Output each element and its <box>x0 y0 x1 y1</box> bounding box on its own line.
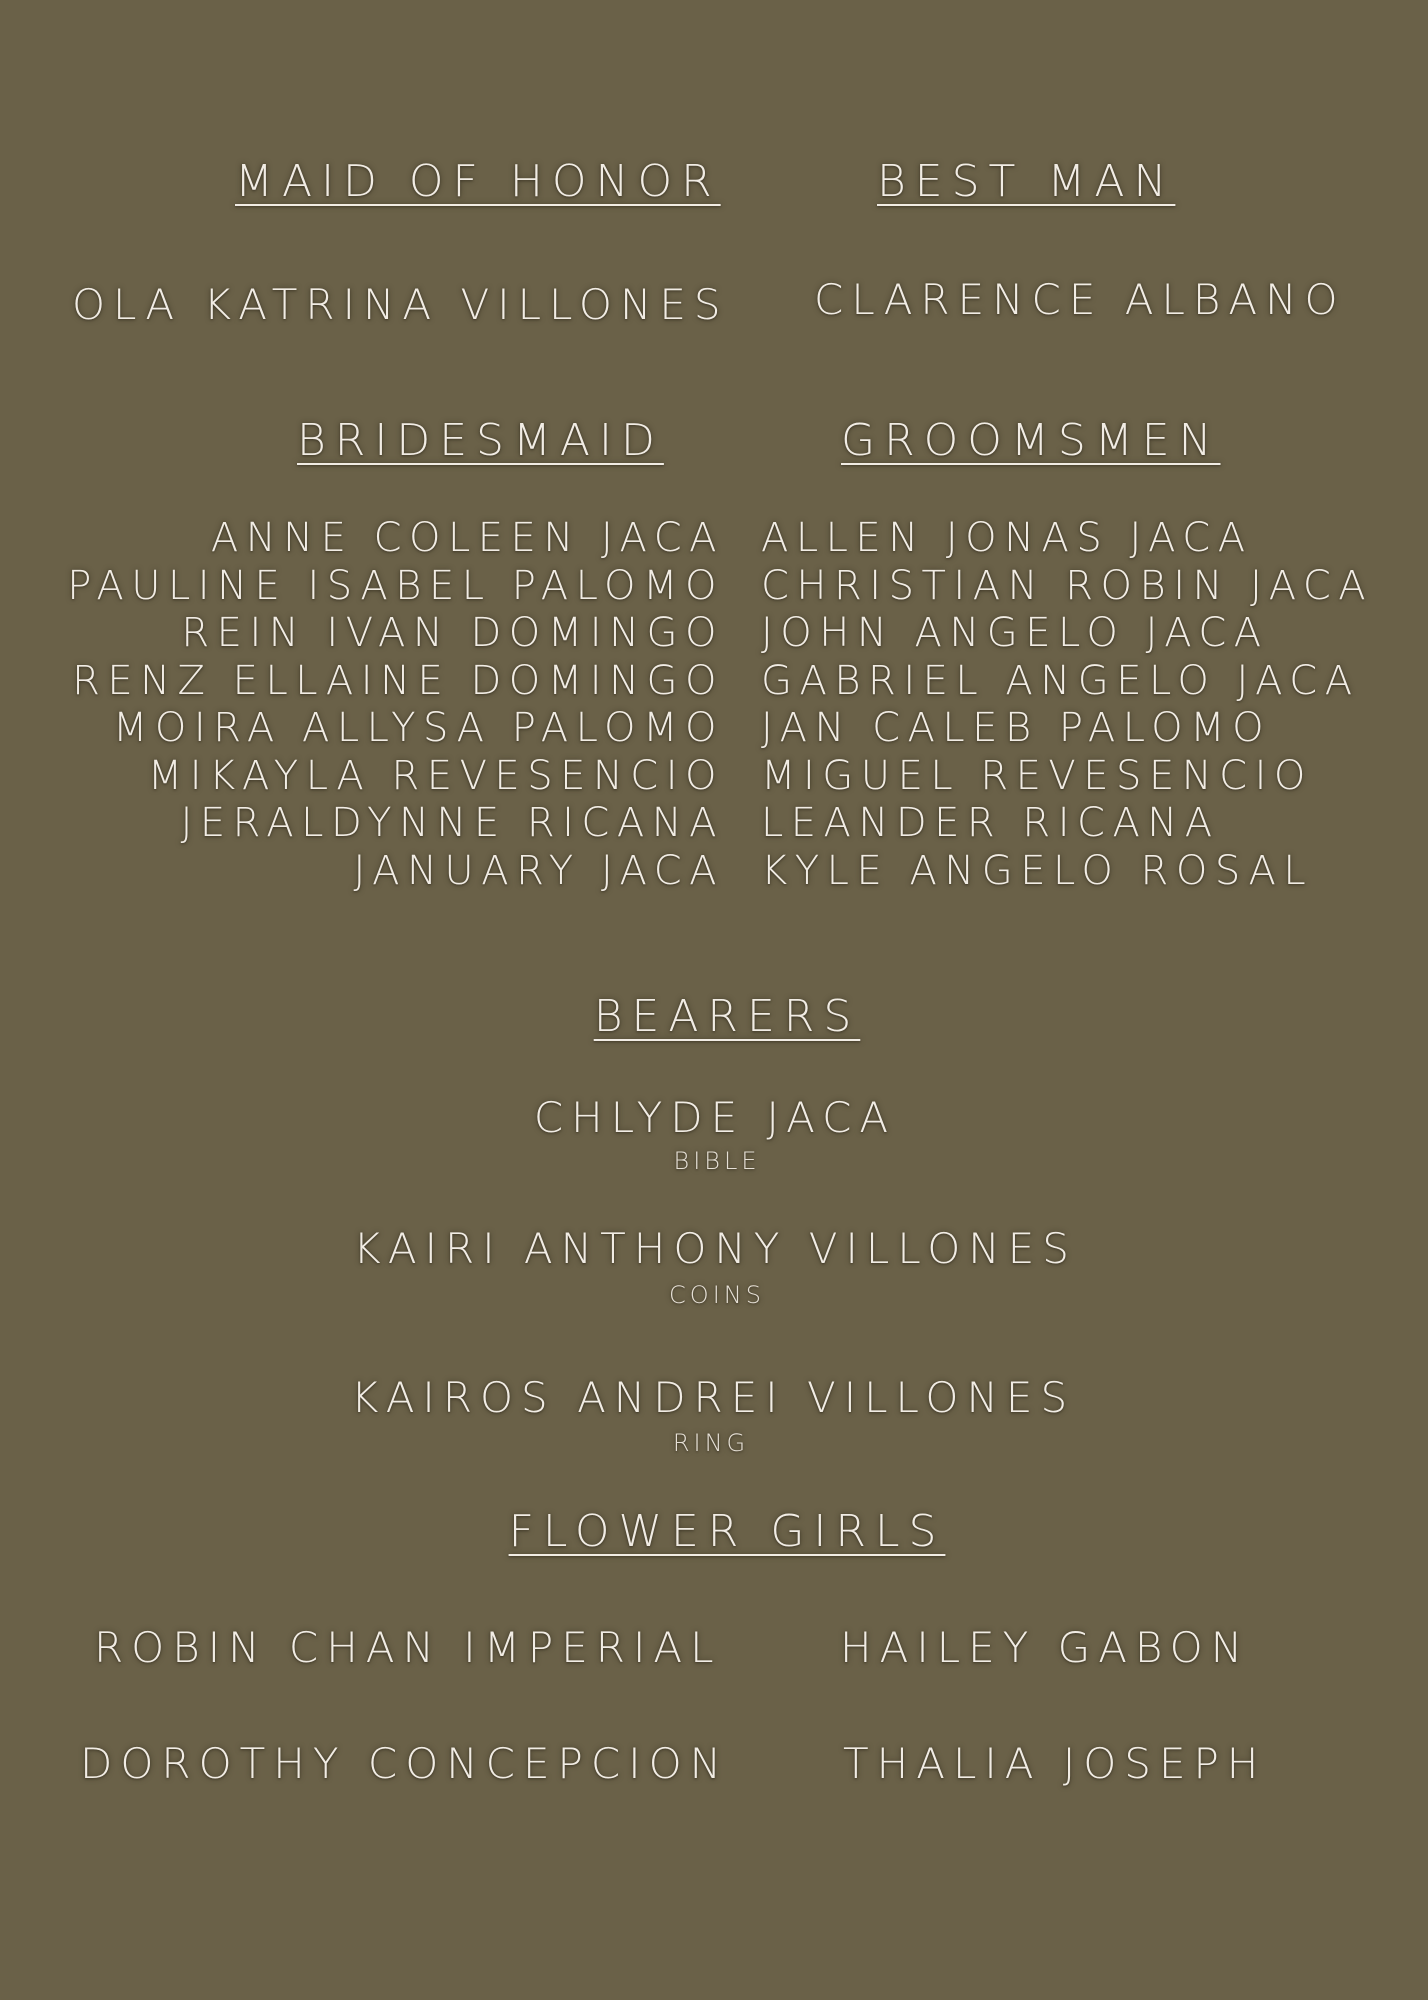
bridesmaid-name: PAULINE ISABEL PALOMO <box>67 562 724 609</box>
groomsman-name: JOHN ANGELO JACA <box>761 610 1269 656</box>
bridesmaid-name: JERALDYNNE RICANA <box>180 800 724 846</box>
groomsman-name: GABRIEL ANGELO JACA <box>761 657 1360 704</box>
bearer-role: BIBLE <box>673 1147 761 1175</box>
bridesmaid-name: MIKAYLA REVESENCIO <box>147 752 724 799</box>
groomsman-name: MIGUEL REVESENCIO <box>761 752 1313 799</box>
best-man-name: CLARENCE ALBANO <box>814 275 1346 324</box>
bridesmaid-name: MOIRA ALLYSA PALOMO <box>112 705 724 751</box>
bridesmaid-name: REIN IVAN DOMINGO <box>181 610 724 656</box>
bearer-name: KAIROS ANDREI VILLONES <box>350 1373 1076 1422</box>
bridesmaid-name: RENZ ELLAINE DOMINGO <box>72 657 724 704</box>
groomsmen-list <box>761 515 1373 895</box>
groomsman-name: JAN CALEB PALOMO <box>761 705 1272 751</box>
bearer-role: RING <box>672 1429 750 1457</box>
bearer-name: CHLYDE JACA <box>533 1093 897 1142</box>
best-man-heading: BEST MAN <box>877 156 1176 207</box>
flower-girl-name: HAILEY GABON <box>840 1623 1251 1672</box>
bridesmaid-list <box>67 515 724 895</box>
groomsmen-heading: GROOMSMEN <box>841 415 1221 466</box>
groomsman-name: LEANDER RICANA <box>761 800 1220 846</box>
bearer-role: COINS <box>669 1281 765 1309</box>
groomsman-name: ALLEN JONAS JACA <box>761 515 1253 561</box>
bearer-name: KAIRI ANTHONY VILLONES <box>353 1224 1077 1273</box>
maid-of-honor-heading: MAID OF HONOR <box>235 156 721 207</box>
bridesmaid-heading: BRIDESMAID <box>297 415 664 466</box>
maid-of-honor-name: OLA KATRINA VILLONES <box>72 280 729 329</box>
bridesmaid-name: ANNE COLEEN JACA <box>210 515 724 561</box>
flower-girl-name: THALIA JOSEPH <box>843 1739 1267 1788</box>
flower-girl-name: DOROTHY CONCEPCION <box>80 1739 730 1788</box>
groomsman-name: KYLE ANGELO ROSAL <box>761 847 1314 894</box>
flower-girl-name: ROBIN CHAN IMPERIAL <box>94 1623 722 1672</box>
flower-girls-heading: FLOWER GIRLS <box>508 1506 946 1557</box>
groomsman-name: CHRISTIAN ROBIN JACA <box>761 562 1374 609</box>
bridesmaid-name: JANUARY JACA <box>353 847 724 894</box>
bearers-heading: BEARERS <box>593 991 861 1042</box>
